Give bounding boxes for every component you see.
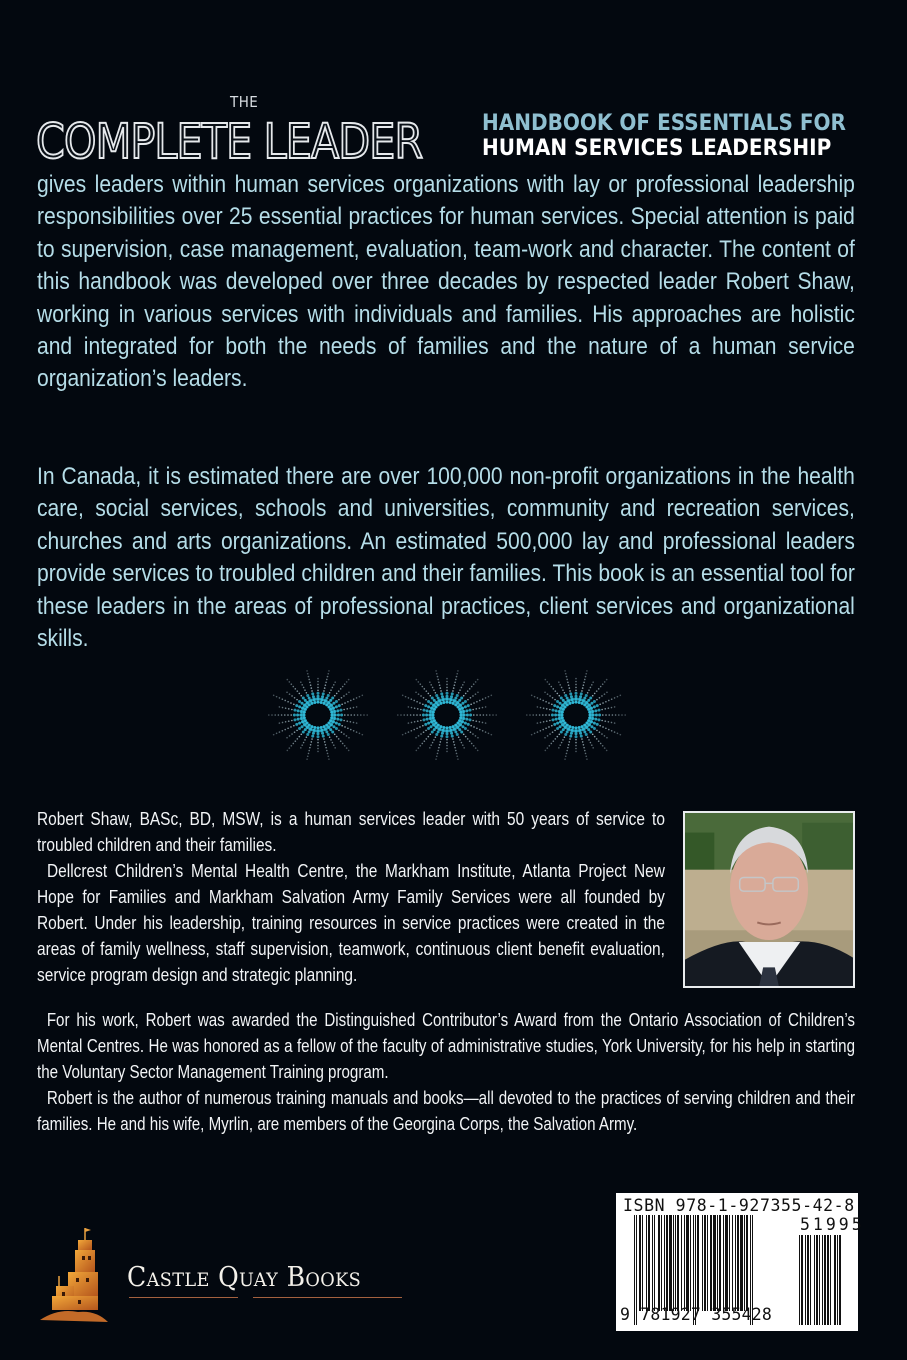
- publisher-rule-left: [129, 1297, 238, 1298]
- author-bio-paragraph-1: Robert Shaw, BASc, BD, MSW, is a human services leader with 50 years of service to troubled children and their families.: [37, 808, 665, 855]
- barcode-bar: [673, 1215, 674, 1311]
- barcode-bar: [810, 1235, 811, 1325]
- barcode-bar: [814, 1235, 815, 1325]
- barcode-bar: [652, 1215, 653, 1311]
- barcode-bar: [642, 1215, 643, 1311]
- isbn-barcode: [616, 1193, 865, 1331]
- barcode-bar: [732, 1215, 733, 1311]
- author-bio-bottom: [37, 1007, 855, 1137]
- starburst-icon: [258, 660, 378, 770]
- barcode-bar: [675, 1215, 676, 1311]
- starburst-decoration: [258, 660, 638, 770]
- price-code: 51995: [800, 1215, 865, 1234]
- title-prefix: THE: [230, 93, 259, 111]
- barcode-bar: [822, 1235, 823, 1325]
- barcode-bar: [669, 1215, 672, 1311]
- barcode-bar: [646, 1215, 647, 1311]
- description-paragraph-2: [37, 461, 855, 655]
- barcode-bar: [666, 1215, 668, 1311]
- barcode-bar: [697, 1215, 699, 1311]
- castle-icon: [38, 1226, 110, 1326]
- barcode-bar: [816, 1235, 818, 1325]
- barcode-bar: [717, 1215, 718, 1311]
- barcode-bar: [648, 1215, 650, 1311]
- ean-digits: 9 781927 355428: [620, 1305, 773, 1324]
- barcode-bar: [690, 1215, 691, 1311]
- barcode-bar: [710, 1215, 712, 1311]
- author-bio-top: [37, 806, 665, 988]
- starburst-icon: [387, 660, 507, 770]
- barcode-bar: [661, 1215, 662, 1311]
- barcode-bar: [744, 1215, 745, 1311]
- book-subtitle-line1: HANDBOOK OF ESSENTIALS FOR: [482, 111, 846, 136]
- barcode-bar: [684, 1215, 685, 1311]
- barcode-bar: [807, 1235, 809, 1325]
- isbn-label: ISBN 978-1-927355-42-8: [623, 1196, 855, 1215]
- book-subtitle-line2: HUMAN SERVICES LEADERSHIP: [482, 136, 832, 161]
- barcode-bar: [746, 1215, 748, 1311]
- barcode-bar: [799, 1235, 800, 1325]
- barcode-bar: [654, 1215, 655, 1311]
- barcode-bar: [664, 1215, 665, 1311]
- book-title: COMPLETE LEADER: [36, 114, 423, 170]
- author-bio-paragraph-3: For his work, Robert was awarded the Distinguished Contributor’s Award from the Ontario Association of Children’s Mental Centres. He was honored as a fellow of the faculty of administrative studies, York University, for his help in starting the Voluntary Sector Management Training program.: [37, 1009, 856, 1082]
- barcode-bar: [719, 1215, 721, 1311]
- publisher-name: Castle Quay Books: [127, 1262, 362, 1293]
- barcode-bar: [686, 1215, 689, 1311]
- barcode-bar: [702, 1215, 703, 1311]
- publisher-rule-right: [253, 1297, 402, 1298]
- barcode-bar: [824, 1235, 826, 1325]
- author-bio-paragraph-2: Dellcrest Children’s Mental Health Centre, the Markham Institute, Atlanta Project New Hope for Families and Markham Salvation Army Family Services were all founded by Robert. Under his leadership, training resources in service practices were created in the areas of family wellness, staff supervision, teamwork, continuous client benefit evaluation, service program design and strategic planning.: [37, 860, 665, 985]
- barcode-bar: [677, 1215, 679, 1311]
- description-paragraph-1: [37, 169, 855, 396]
- barcode-bar: [704, 1215, 706, 1311]
- barcode-bar: [805, 1235, 806, 1325]
- barcode-bar: [830, 1235, 831, 1325]
- barcode-bar: [839, 1235, 841, 1325]
- barcode-bar: [707, 1215, 708, 1311]
- barcode-bar: [735, 1215, 736, 1311]
- price-addon-barcode-bars: [799, 1235, 852, 1325]
- barcode-bar: [681, 1215, 682, 1311]
- starburst-icon: [516, 660, 636, 770]
- barcode-bar: [819, 1235, 820, 1325]
- author-bio-paragraph-4: Robert is the author of numerous training manuals and books—all devoted to the practices of serving children and their families. He and his wife, Myrlin, are members of the Georgina Corps, the Salvation Army.: [37, 1087, 856, 1134]
- barcode-bar: [658, 1215, 660, 1311]
- barcode-bar: [713, 1215, 716, 1311]
- barcode-bar: [723, 1215, 724, 1311]
- description-paragraph-2-text: In Canada, it is estimated there are over 100,000 non-profit organizations in the health care, social services, schools and universities, community and recreation services, churches and arts organizations. An estimated 500,000 lay and professional leaders provide services to troubled children and their families. This book is an essential tool for these leaders in the areas of professional practices, client services and organizational skills.: [37, 463, 855, 653]
- barcode-bar: [827, 1235, 829, 1325]
- description-paragraph-1-text: gives leaders within human services organizations with lay or professional leadership responsibilities over 25 essential practices for human services. Special attention is paid to supervision, case management, evaluation, team-work and character. The content of this handbook was developed over three decades by respected leader Robert Shaw, working in various services with individuals and families. His approaches are holistic and integrated for both the needs of families and the nature of a human service organization’s leaders.: [37, 171, 855, 393]
- barcode-bar: [740, 1215, 743, 1311]
- barcode-bar: [737, 1215, 739, 1311]
- barcode-bar: [834, 1235, 836, 1325]
- barcode-bar: [801, 1235, 803, 1325]
- barcode-bar: [837, 1235, 838, 1325]
- barcode-bar: [639, 1215, 641, 1311]
- barcode-bar: [725, 1215, 728, 1311]
- barcode-bar: [729, 1215, 730, 1311]
- author-photo: [683, 811, 855, 988]
